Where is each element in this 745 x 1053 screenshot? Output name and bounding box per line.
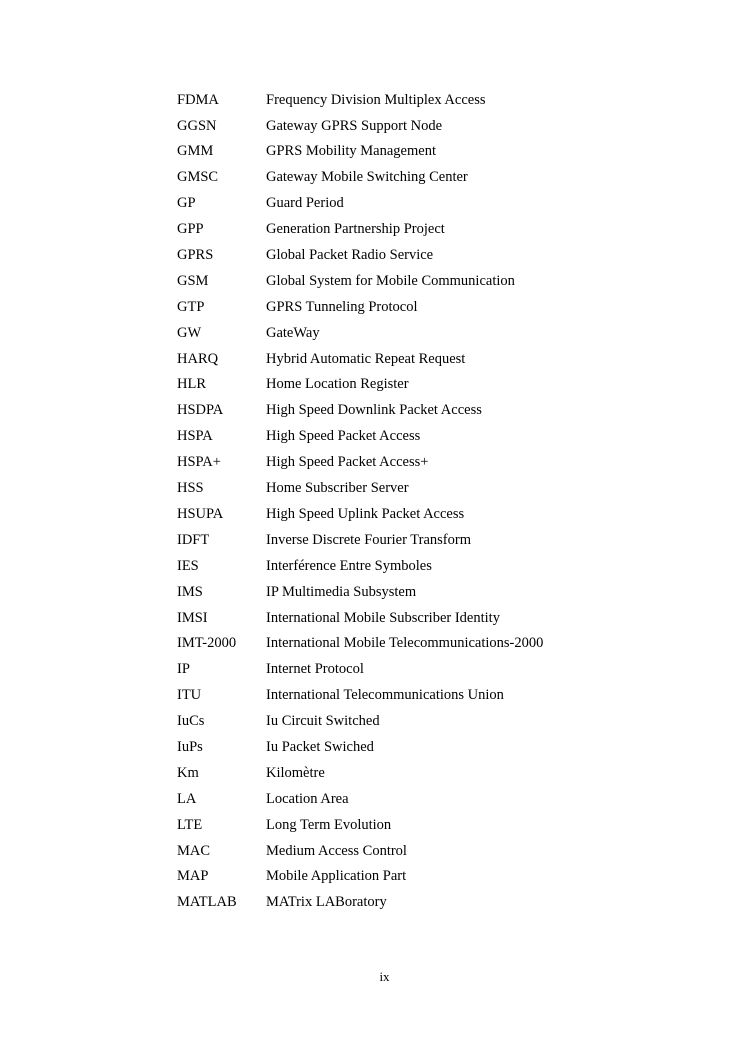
abbreviation-definition: GPRS Mobility Management xyxy=(266,143,436,160)
abbreviation-definition: Long Term Evolution xyxy=(266,816,392,833)
abbreviation-definition: Guard Period xyxy=(266,195,344,212)
abbreviation-row xyxy=(177,579,543,605)
abbreviation-definition: Frequency Division Multiplex Access xyxy=(266,91,486,108)
abbreviation-term: LTE xyxy=(177,816,203,833)
abbreviation-row xyxy=(177,812,543,838)
abbreviation-term: FDMA xyxy=(177,91,219,108)
abbreviation-row xyxy=(177,527,543,553)
abbreviation-term: HSPA+ xyxy=(177,454,221,471)
abbreviation-definition: Iu Circuit Switched xyxy=(266,713,380,730)
abbreviation-term: GPRS xyxy=(177,247,214,264)
abbreviation-row xyxy=(177,87,543,113)
abbreviation-row xyxy=(177,320,543,346)
abbreviation-term: LA xyxy=(177,790,197,807)
abbreviation-row xyxy=(177,786,543,812)
abbreviation-term: IMSI xyxy=(177,609,208,626)
abbreviation-definition: Gateway GPRS Support Node xyxy=(266,117,443,134)
abbreviation-definition: MATrix LABoratory xyxy=(266,894,387,911)
abbreviation-definition: Home Location Register xyxy=(266,376,409,393)
abbreviation-definition: Interférence Entre Symboles xyxy=(266,557,432,574)
abbreviation-row xyxy=(177,424,543,450)
abbreviation-term: HSUPA xyxy=(177,505,224,522)
abbreviation-row xyxy=(177,372,543,398)
abbreviation-term: IDFT xyxy=(177,531,210,548)
abbreviation-row xyxy=(177,605,543,631)
abbreviation-row xyxy=(177,139,543,165)
abbreviation-row xyxy=(177,631,543,657)
abbreviation-term: GPP xyxy=(177,221,204,238)
abbreviation-row xyxy=(177,449,543,475)
abbreviation-definition: Generation Partnership Project xyxy=(266,221,445,238)
abbreviation-row xyxy=(177,553,543,579)
abbreviation-term: HLR xyxy=(177,376,206,393)
abbreviation-definition: High Speed Packet Access+ xyxy=(266,454,429,471)
abbreviation-term: GSM xyxy=(177,272,209,289)
abbreviation-definition: International Mobile Telecommunications-2000 xyxy=(266,635,544,652)
abbreviation-row xyxy=(177,242,543,268)
abbreviation-term: Km xyxy=(177,764,199,781)
abbreviation-term: IMT-2000 xyxy=(177,635,237,652)
abbreviation-term: IuCs xyxy=(177,713,205,730)
abbreviation-definition: International Telecommunications Union xyxy=(266,687,504,704)
abbreviation-term: GMM xyxy=(177,143,214,160)
abbreviation-definition: Gateway Mobile Switching Center xyxy=(266,169,468,186)
abbreviation-row xyxy=(177,682,543,708)
abbreviation-term: IP xyxy=(177,661,190,678)
abbreviation-row xyxy=(177,294,543,320)
abbreviation-definition: Global Packet Radio Service xyxy=(266,247,434,264)
abbreviation-row xyxy=(177,838,543,864)
abbreviation-term: MATLAB xyxy=(177,894,237,911)
abbreviation-row xyxy=(177,501,543,527)
abbreviation-row xyxy=(177,268,543,294)
abbreviation-definition: IP Multimedia Subsystem xyxy=(266,583,417,600)
abbreviation-row xyxy=(177,113,543,139)
abbreviation-term: HSPA xyxy=(177,428,213,445)
abbreviation-term: GTP xyxy=(177,298,205,315)
abbreviation-term: MAC xyxy=(177,842,211,859)
abbreviation-term: GMSC xyxy=(177,169,219,186)
abbreviation-definition: Mobile Application Part xyxy=(266,868,407,885)
abbreviation-definition: Medium Access Control xyxy=(266,842,407,859)
abbreviation-definition: High Speed Uplink Packet Access xyxy=(266,505,465,522)
abbreviation-term: GP xyxy=(177,195,196,212)
abbreviation-row xyxy=(177,165,543,191)
abbreviation-row xyxy=(177,708,543,734)
abbreviation-term: IMS xyxy=(177,583,203,600)
abbreviation-definition: Kilomètre xyxy=(266,764,325,781)
abbreviation-row xyxy=(177,734,543,760)
abbreviation-row xyxy=(177,760,543,786)
page-number: ix xyxy=(379,969,390,984)
abbreviation-row xyxy=(177,398,543,424)
abbreviation-definition: High Speed Downlink Packet Access xyxy=(266,402,482,419)
abbreviation-row xyxy=(177,191,543,217)
abbreviation-term: IES xyxy=(177,557,199,574)
abbreviation-term: IuPs xyxy=(177,738,203,755)
abbreviation-definition: Iu Packet Swiched xyxy=(266,738,374,755)
abbreviation-row xyxy=(177,475,543,501)
abbreviation-term: GW xyxy=(177,324,202,341)
abbreviation-term: MAP xyxy=(177,868,209,885)
abbreviation-definition: Global System for Mobile Communication xyxy=(266,272,515,289)
abbreviation-definition: Inverse Discrete Fourier Transform xyxy=(266,531,471,548)
abbreviation-definition: International Mobile Subscriber Identity xyxy=(266,609,500,626)
abbreviation-definition: Internet Protocol xyxy=(266,661,364,678)
abbreviation-term: HARQ xyxy=(177,350,219,367)
abbreviation-term: HSS xyxy=(177,480,204,497)
abbreviation-row xyxy=(177,216,543,242)
abbreviation-definition: GPRS Tunneling Protocol xyxy=(266,298,418,315)
abbreviation-definition: GateWay xyxy=(266,324,320,341)
abbreviation-term: GGSN xyxy=(177,117,217,134)
abbreviation-definition: Location Area xyxy=(266,790,349,807)
abbreviation-list xyxy=(177,87,543,916)
abbreviation-term: ITU xyxy=(177,687,202,704)
abbreviation-definition: Home Subscriber Server xyxy=(266,480,409,497)
abbreviation-row xyxy=(177,890,543,916)
abbreviation-term: HSDPA xyxy=(177,402,224,419)
abbreviation-row xyxy=(177,346,543,372)
abbreviation-definition: High Speed Packet Access xyxy=(266,428,421,445)
abbreviation-definition: Hybrid Automatic Repeat Request xyxy=(266,350,466,367)
abbreviation-row xyxy=(177,657,543,683)
abbreviation-row xyxy=(177,864,543,890)
